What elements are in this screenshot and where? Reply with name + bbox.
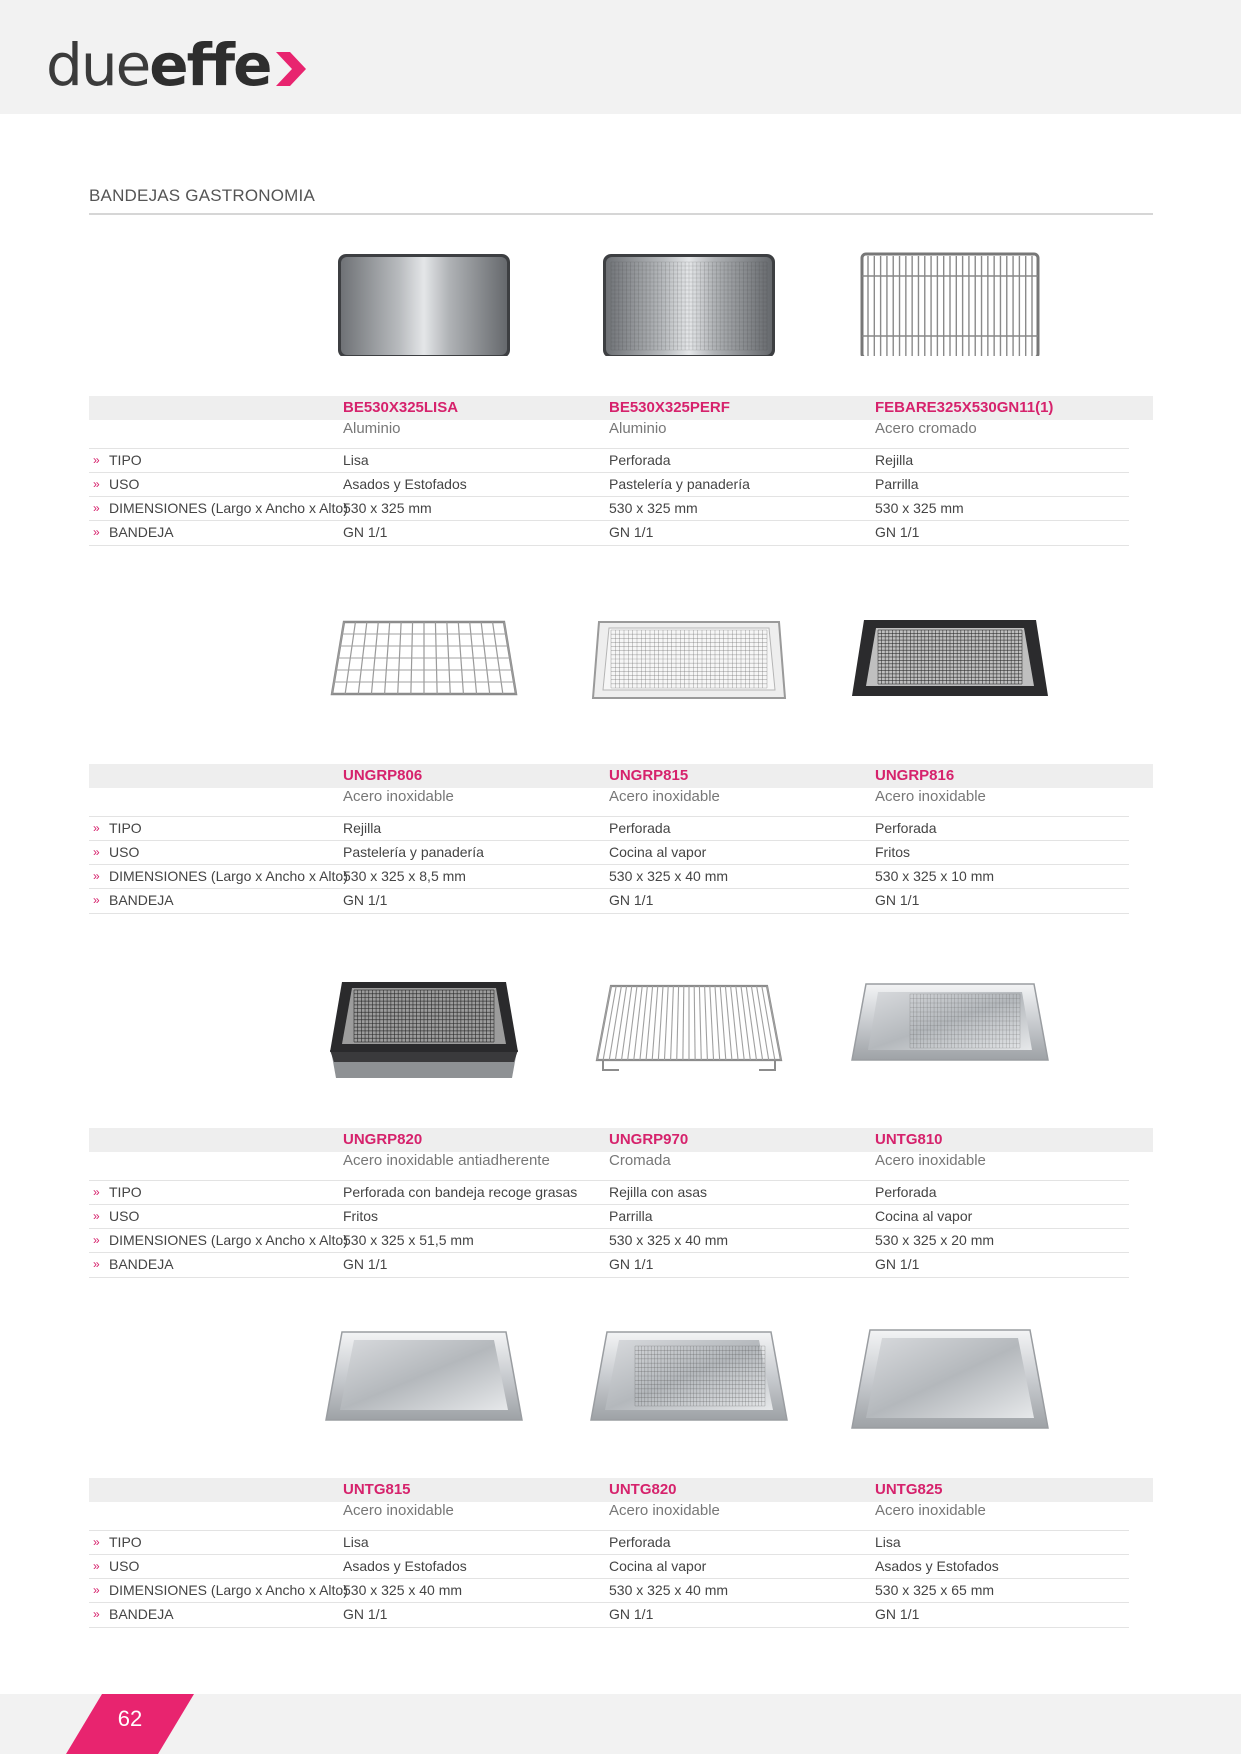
spec-row-bandeja [89,888,1129,914]
product-code: UNTG825 [875,1481,943,1498]
spec-value: 530 x 325 x 40 mm [609,1232,729,1248]
spec-value: Asados y Estofados [875,1558,999,1574]
bullet-icon: » [93,1185,100,1199]
section-title: BANDEJAS GASTRONOMIA [89,186,315,205]
spec-label: BANDEJA [109,1256,174,1272]
spec-label: DIMENSIONES (Largo x Ancho x Alto) [109,500,348,516]
product-block [89,614,1153,914]
spec-value: Perforada [609,452,671,468]
product-material: Aluminio [609,420,667,437]
product-material: Cromada [609,1152,671,1169]
product-material: Acero inoxidable [875,1502,986,1519]
spec-label: TIPO [109,1184,142,1200]
spec-value: GN 1/1 [875,524,920,540]
product-code: BE530X325PERF [609,399,730,416]
spec-value: Rejilla con asas [609,1184,708,1200]
perforated-steel-pan-image [850,978,1050,1088]
product-code: UNTG815 [343,1481,411,1498]
spec-value: Perforada [609,1534,671,1550]
product-code: UNTG810 [875,1131,943,1148]
spec-value: Cocina al vapor [609,844,707,860]
product-material: Aluminio [343,420,401,437]
product-code: BE530X325LISA [343,399,459,416]
spec-value: 530 x 325 x 20 mm [875,1232,995,1248]
mesh-basket-tray-image [589,614,789,724]
solid-steel-pan-image [324,1328,524,1438]
spec-value: Asados y Estofados [343,1558,467,1574]
product-image [850,978,1050,1088]
spec-value: GN 1/1 [609,892,654,908]
spec-value: Rejilla [875,452,914,468]
product-block [89,1328,1153,1628]
spec-label: TIPO [109,452,142,468]
product-material: Acero inoxidable [343,1502,454,1519]
brand-logo [46,31,306,99]
product-block [89,978,1153,1278]
product-code: UNTG820 [609,1481,677,1498]
deep-steel-pan-image [850,1328,1050,1438]
product-material: Acero inoxidable [875,1152,986,1169]
spec-row-tipo [89,1180,1129,1205]
spec-value: GN 1/1 [343,892,388,908]
spec-value: GN 1/1 [343,1256,388,1272]
spec-value: Asados y Estofados [343,476,467,492]
spec-value: 530 x 325 x 65 mm [875,1582,995,1598]
product-image [589,246,789,356]
flat-aluminium-tray-image [324,246,524,356]
page-number: 62 [117,1706,143,1731]
spec-value: GN 1/1 [343,524,388,540]
product-material: Acero cromado [875,420,977,437]
spec-label: BANDEJA [109,1606,174,1622]
spec-value: Pastelería y panadería [343,844,484,860]
product-block [89,246,1153,546]
bullet-icon: » [93,1607,100,1621]
spec-row-dimensiones [89,1578,1129,1603]
perforated-aluminium-tray-image [589,246,789,356]
spec-value: Rejilla [343,820,382,836]
bullet-icon: » [93,501,100,515]
spec-row-uso [89,1204,1129,1229]
perforated-deep-steel-pan-image [589,1328,789,1438]
spec-value: Fritos [343,1208,378,1224]
product-material: Acero inoxidable [609,1502,720,1519]
spec-value: 530 x 325 x 40 mm [609,868,729,884]
divider [89,213,1153,215]
spec-value: Parrilla [875,476,919,492]
spec-value: Perforada [875,820,937,836]
logo-text-light: due [46,31,150,99]
spec-row-tipo [89,448,1129,473]
product-material: Acero inoxidable [343,788,454,805]
product-code: UNGRP970 [609,1131,689,1148]
spec-value: Lisa [875,1534,901,1550]
product-material: Acero inoxidable antiadherente [343,1152,550,1169]
black-mesh-tray-image [850,614,1050,724]
wire-rack-with-handles-image [589,978,789,1088]
logo-text-bold: effe [149,31,271,99]
bullet-icon: » [93,845,100,859]
spec-value: GN 1/1 [343,1606,388,1622]
spec-label: USO [109,844,140,860]
product-image [589,614,789,724]
product-image [850,614,1050,724]
bullet-icon: » [93,1559,100,1573]
spec-value: Perforada con bandeja recoge grasas [343,1184,578,1200]
spec-value: Pastelería y panadería [609,476,750,492]
spec-row-dimensiones [89,864,1129,889]
spec-row-tipo [89,1530,1129,1555]
product-image [324,1328,524,1438]
product-image [324,614,524,724]
product-image [324,978,524,1088]
spec-value: Perforada [609,820,671,836]
bullet-icon: » [93,525,100,539]
spec-value: 530 x 325 mm [875,500,964,516]
spec-label: USO [109,476,140,492]
bullet-icon: » [93,1535,100,1549]
spec-label: TIPO [109,820,142,836]
product-code: FEBARE325X530GN11(1) [875,399,1054,416]
spec-label: USO [109,1558,140,1574]
spec-value: Perforada [875,1184,937,1200]
spec-row-tipo [89,816,1129,841]
spec-label: DIMENSIONES (Largo x Ancho x Alto) [109,1582,348,1598]
spec-value: 530 x 325 x 10 mm [875,868,995,884]
spec-value: Lisa [343,452,369,468]
spec-value: GN 1/1 [875,1256,920,1272]
spec-value: Cocina al vapor [875,1208,973,1224]
bullet-icon: » [93,477,100,491]
bullet-icon: » [93,1257,100,1271]
product-code: UNGRP806 [343,767,423,784]
product-image [850,1328,1050,1438]
bullet-icon: » [93,893,100,907]
spec-value: Parrilla [609,1208,653,1224]
spec-label: DIMENSIONES (Largo x Ancho x Alto) [109,1232,348,1248]
bullet-icon: » [93,821,100,835]
spec-row-bandeja [89,1252,1129,1278]
spec-row-bandeja [89,1602,1129,1628]
spec-value: GN 1/1 [875,892,920,908]
spec-row-uso [89,472,1129,497]
spec-value: GN 1/1 [609,1606,654,1622]
bullet-icon: » [93,1209,100,1223]
steel-wire-rack-image [324,614,524,724]
bullet-icon: » [93,1583,100,1597]
spec-value: Fritos [875,844,910,860]
spec-row-uso [89,840,1129,865]
product-code: UNGRP816 [875,767,955,784]
spec-label: BANDEJA [109,524,174,540]
chevron-right-icon [276,52,306,86]
spec-value: 530 x 325 x 40 mm [343,1582,463,1598]
spec-row-bandeja [89,520,1129,546]
bullet-icon: » [93,1233,100,1247]
spec-value: GN 1/1 [609,524,654,540]
chrome-wire-rack-image [850,246,1050,356]
product-image [589,1328,789,1438]
spec-value: 530 x 325 x 40 mm [609,1582,729,1598]
bullet-icon: » [93,453,100,467]
spec-value: 530 x 325 mm [343,500,432,516]
spec-row-dimensiones [89,1228,1129,1253]
spec-value: Cocina al vapor [609,1558,707,1574]
bullet-icon: » [93,869,100,883]
product-image [589,978,789,1088]
product-code: UNGRP815 [609,767,689,784]
spec-value: GN 1/1 [609,1256,654,1272]
spec-label: USO [109,1208,140,1224]
product-image [324,246,524,356]
spec-value: 530 x 325 x 51,5 mm [343,1232,474,1248]
product-image [850,246,1050,356]
spec-value: 530 x 325 x 8,5 mm [343,868,466,884]
spec-row-dimensiones [89,496,1129,521]
spec-label: DIMENSIONES (Largo x Ancho x Alto) [109,868,348,884]
black-mesh-tray-with-drip-pan-image [324,978,524,1088]
spec-value: Lisa [343,1534,369,1550]
spec-value: 530 x 325 mm [609,500,698,516]
product-material: Acero inoxidable [609,788,720,805]
spec-row-uso [89,1554,1129,1579]
spec-label: BANDEJA [109,892,174,908]
spec-value: GN 1/1 [875,1606,920,1622]
spec-label: TIPO [109,1534,142,1550]
product-material: Acero inoxidable [875,788,986,805]
product-code: UNGRP820 [343,1131,423,1148]
